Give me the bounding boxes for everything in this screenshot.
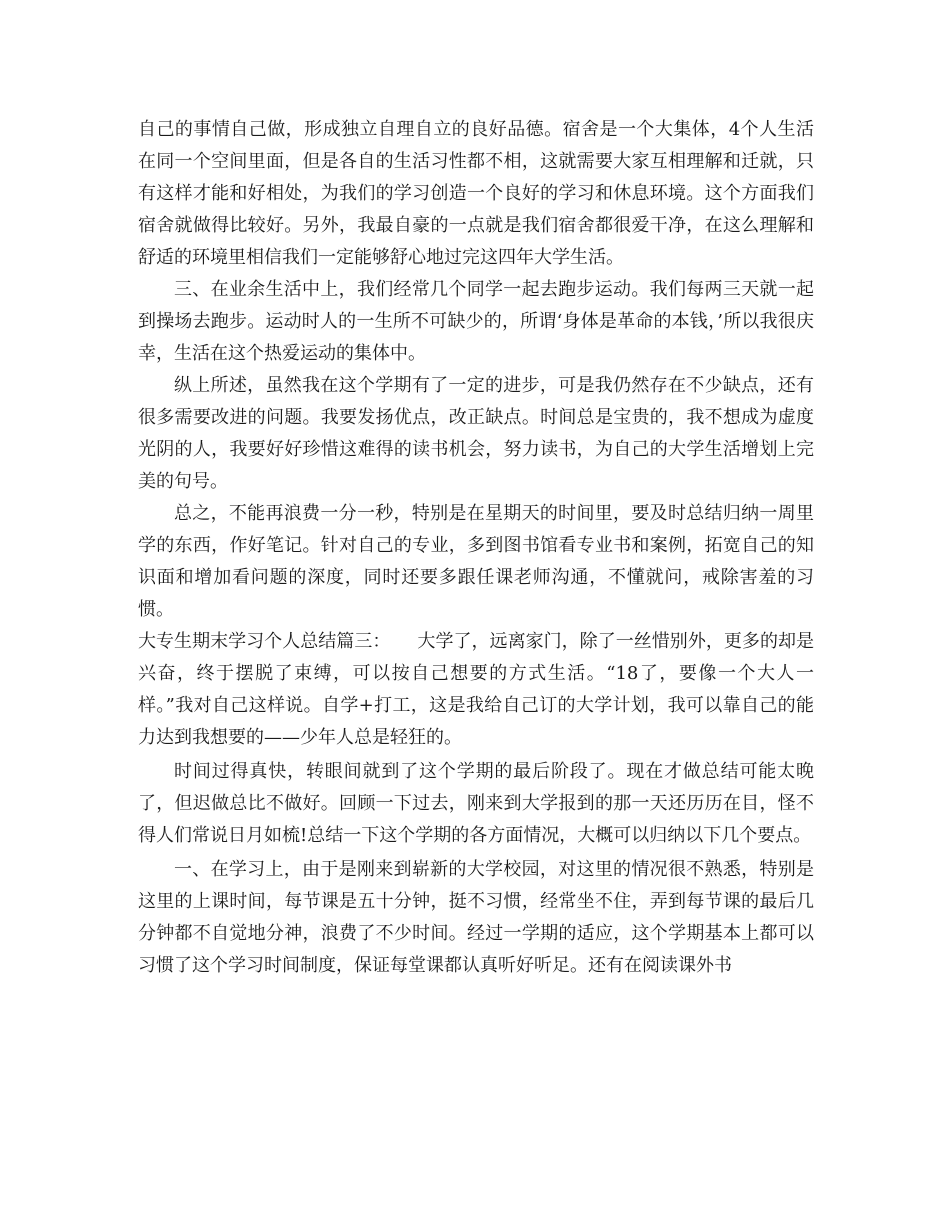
paragraph-leisure: 三、在业余生活中上，我们经常几个同学一起去跑步运动。我们每两三天就一起到操场去跑步。运动时人的一生所不可缺少的，所谓‘身体是革命的本钱，’所以我很庆幸，生活在这个热爱运动的集体中。 (138, 279, 814, 364)
paragraph-summary: 纵上所述，虽然我在这个学期有了一定的进步，可是我仍然存在不少缺点，还有很多需要改进的问题。我要发扬优点，改正缺点。时间总是宝贵的，我不想成为虚度光阴的人，我要好好珍惜这难得的读书机会，努力读书，为自己的大学生活增划上完美的句号。 (138, 375, 814, 492)
paragraph-dormitory: 自己的事情自己做，形成独立自理自立的良好品德。宿舍是一个大集体，4个人生活在同一个空间里面，但是各自的生活习性都不相，这就需要大家互相理解和迁就，只有这样才能和好相处，为我们的学习创造一个良好的学习和休息环境。这个方面我们宿舍就做得比较好。另外，我最自豪的一点就是我们宿舍都很爱干净，在这么理解和舒适的环境里相信我们一定能够舒心地过完这四年大学生活。 (138, 119, 814, 268)
paragraph-study: 一、在学习上，由于是刚来到崭新的大学校园，对这里的情况很不熟悉，特别是这里的上课时间，每节课是五十分钟，挺不习惯，经常坐不住，弄到每节课的最后几分钟都不自觉地分神，浪费了不少时间。经过一学期的适应，这个学期基本上都可以习惯了这个学习时间制度，保证每堂课都认真听好听足。还有在阅读课外书 (138, 859, 814, 976)
document-body (138, 114, 814, 982)
paragraph-time-flies: 时间过得真快，转眼间就到了这个学期的最后阶段了。现在才做总结可能太晚了，但迟做总比不做好。回顾一下过去，刚来到大学报到的那一天还历历在目，怪不得人们常说日月如梳!总结一下这个学期的各方面情况，大概可以归纳以下几个要点。 (138, 761, 814, 846)
paragraph-part-three-intro: 大专生期末学习个人总结篇三： 大学了，远离家门，除了一丝惜别外，更多的却是兴奋，终于摆脱了束缚，可以按自己想要的方式生活。“18了，要像一个大人一样。”我对自己这样说。自学+打工，这是我给自己订的大学计划，我可以靠自己的能力达到我想要的——少年人总是轻狂的。 (138, 631, 814, 748)
paragraph-conclusion: 总之，不能再浪费一分一秒，特别是在星期天的时间里，要及时总结归纳一周里学的东西，作好笔记。针对自己的专业，多到图书馆看专业书和案例，拓宽自己的知识面和增加看问题的深度，同时还要多跟任课老师沟通，不懂就问，戒除害羞的习惯。 (138, 503, 814, 620)
